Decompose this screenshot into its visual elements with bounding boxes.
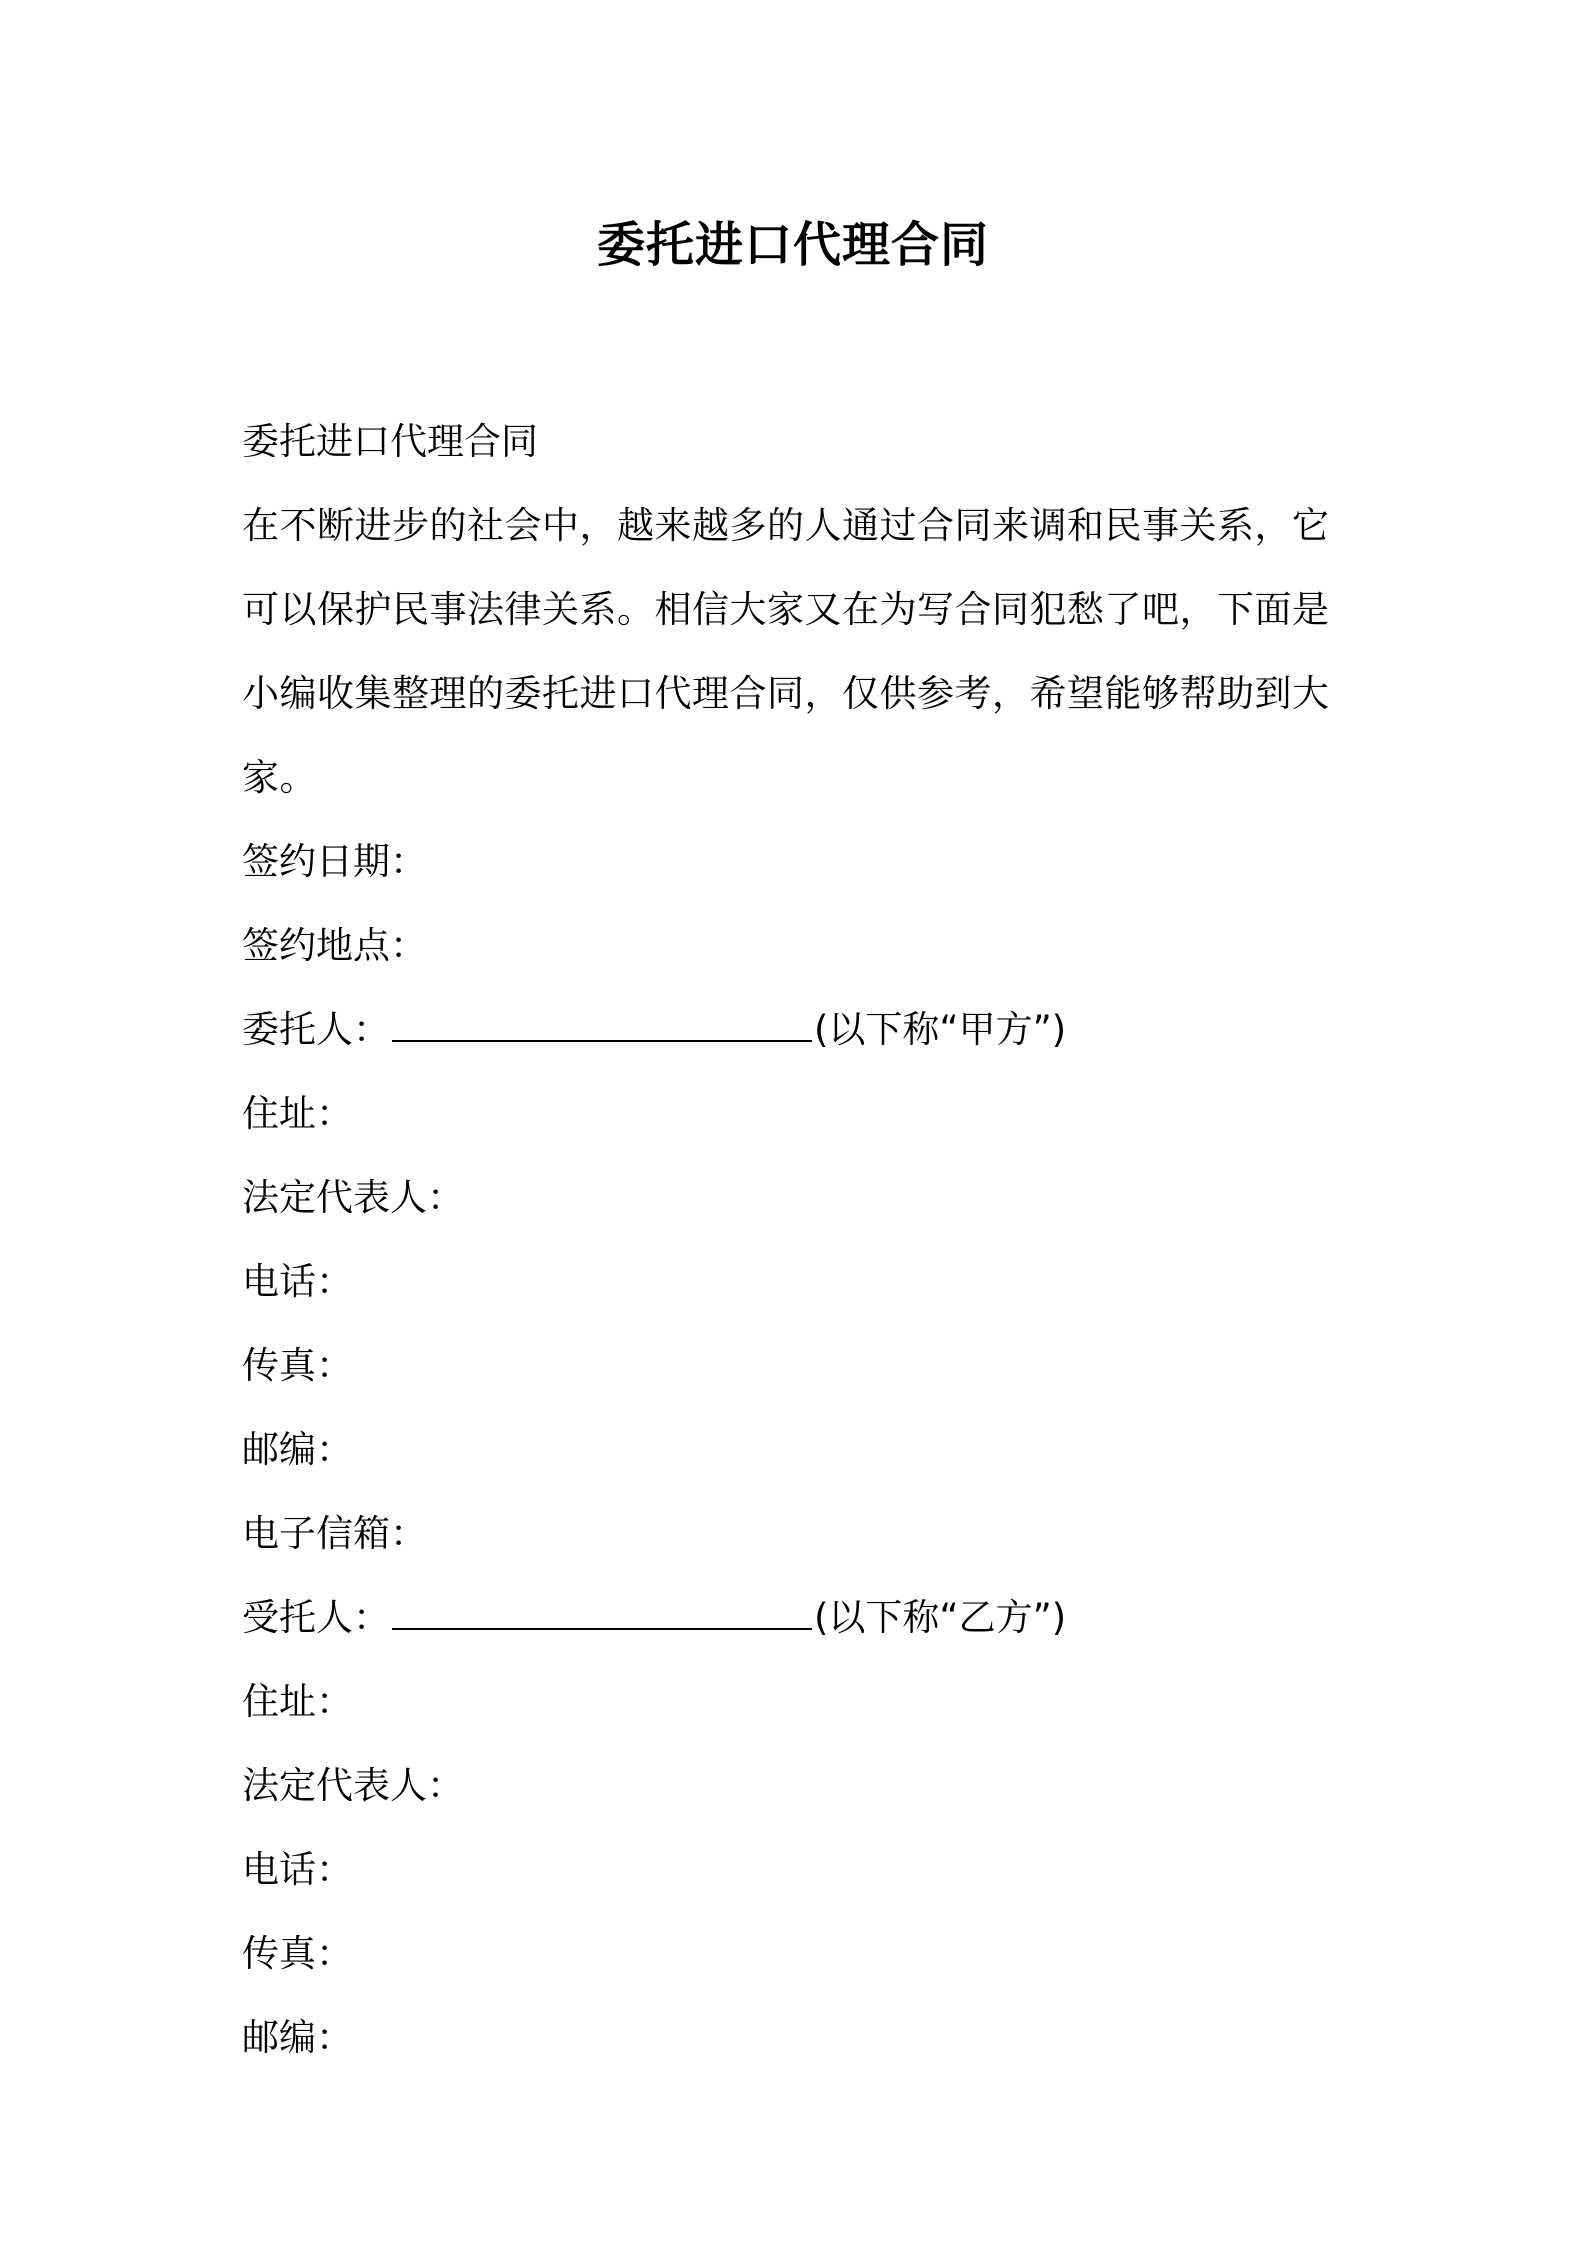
party-a-email-field: 电子信箱： [242, 1512, 427, 1555]
party-b-phone-field: 电话： [242, 1848, 353, 1891]
sign-place-field: 签约地点： [242, 924, 427, 967]
party-a-label: 委托人： [242, 1008, 390, 1051]
sign-date-field: 签约日期： [242, 840, 427, 883]
party-b-blank [392, 1600, 812, 1630]
party-a-phone-field: 电话： [242, 1260, 353, 1303]
party-b-line [242, 1576, 1362, 1660]
party-a-blank [392, 1012, 812, 1042]
party-a-legal-rep-field: 法定代表人： [242, 1176, 464, 1219]
party-b-postcode-field: 邮编： [242, 2016, 353, 2059]
party-a-postcode-field: 邮编： [242, 1428, 353, 1471]
document-subtitle: 委托进口代理合同 [242, 420, 538, 463]
document-body [242, 400, 1362, 2080]
intro-paragraph: 在不断进步的社会中，越来越多的人通过合同来调和民事关系，它可以保护民事法律关系。相信大家又在为写合同犯愁了吧，下面是小编收集整理的委托进口代理合同，仅供参考，希望能够帮助到大家。 [242, 504, 1330, 799]
document-title: 委托进口代理合同 [596, 217, 989, 273]
party-a-fax-field: 传真： [242, 1344, 353, 1387]
party-b-legal-rep-field: 法定代表人： [242, 1764, 464, 1807]
party-a-address-field: 住址： [242, 1092, 353, 1135]
party-b-address-field: 住址： [242, 1680, 353, 1723]
party-b-label: 受托人： [242, 1596, 390, 1639]
party-b-fax-field: 传真： [242, 1932, 353, 1975]
party-a-suffix: (以下称“甲方”) [814, 1008, 1067, 1051]
party-b-suffix: (以下称“乙方”) [814, 1596, 1067, 1639]
party-a-line [242, 988, 1362, 1072]
